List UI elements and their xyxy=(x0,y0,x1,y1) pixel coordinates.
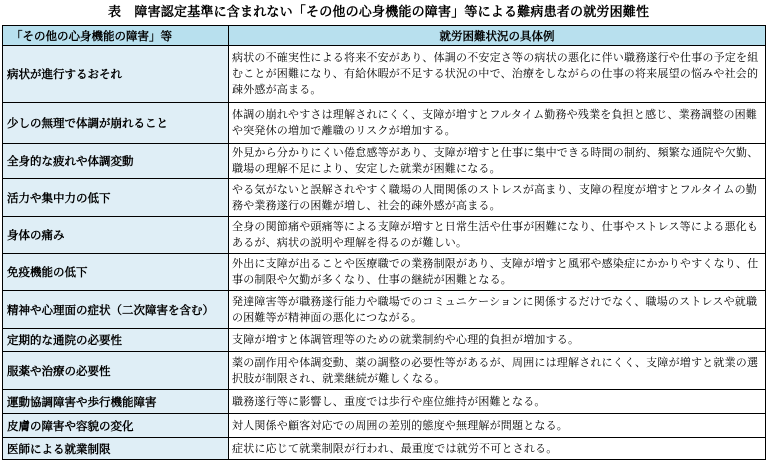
table-row xyxy=(3,254,766,291)
table-row xyxy=(3,144,766,179)
row-description: 支障が増すと体調管理等のための就業制約や心理的負担が増加する。 xyxy=(229,329,766,352)
row-description: 症状に応じて就業制限が行われ、最重度では就労不可とされる。 xyxy=(229,438,766,460)
table-row xyxy=(3,103,766,144)
row-description: 外出に支障が出ることや医療職での業務制限があり、支障が増すと風邪や感染症にかかりやすくなり、仕事の制限や欠勤が多くなり、仕事の継続が困難となる。 xyxy=(229,254,766,291)
row-category: 医師による就業制限 xyxy=(3,438,229,460)
row-category: 運動協調障害や歩行機能障害 xyxy=(3,390,229,414)
difficulty-table xyxy=(2,25,766,460)
row-description: 外見から分かりにくい倦怠感等があり、支障が増すと仕事に集中できる時間の制約、頻繁な通院や欠勤、職場の理解不足により、安定した就業が困難になる。 xyxy=(229,144,766,179)
row-description: 全身の関節痛や頭痛等による支障が増すと日常生活や仕事が困難になり、仕事やストレス等による悪化もあるが、病状の説明や理解を得るのが難しい。 xyxy=(229,217,766,254)
row-description: 発達障害等が職務遂行能力や職場でのコミュニケーションに関係するだけでなく、職場のストレスや就職の困難等が精神面の悪化につながる。 xyxy=(229,291,766,329)
row-category: 全身的な疲れや体調変動 xyxy=(3,144,229,179)
table-row xyxy=(3,46,766,103)
table-row xyxy=(3,438,766,460)
row-description: 対人関係や顧客対応での周囲の差別的態度や無理解が問題となる。 xyxy=(229,414,766,438)
table-title: 表 障害認定基準に含まれない「その他の心身機能の障害」等による難病患者の就労困難性 xyxy=(108,5,650,20)
table-row xyxy=(3,291,766,329)
row-category: 定期的な通院の必要性 xyxy=(3,329,229,352)
row-category: 病状が進行するおそれ xyxy=(3,46,229,103)
table-row xyxy=(3,390,766,414)
row-description: 体調の崩れやすさは理解されにくく、支障が増すとフルタイム勤務や残業を負担と感じ、業務調整の困難や突発休の増加で離職のリスクが増加する。 xyxy=(229,103,766,144)
table-row xyxy=(3,329,766,352)
row-category: 免疫機能の低下 xyxy=(3,254,229,291)
table-row xyxy=(3,352,766,390)
row-category: 皮膚の障害や容貌の変化 xyxy=(3,414,229,438)
table-row xyxy=(3,179,766,217)
row-description: 薬の副作用や体調変動、薬の調整の必要性等があるが、周囲には理解されにくく、支障が増すと就業の選択肢が制限され、就業継続が難しくなる。 xyxy=(229,352,766,390)
row-description: やる気がないと誤解されやすく職場の人間関係のストレスが高まり、支障の程度が増すとフルタイムの勤務や業務遂行の困難が増し、社会的疎外感が高まる。 xyxy=(229,179,766,217)
header-description: 就労困難状況の具体例 xyxy=(229,26,766,46)
row-description: 職務遂行等に影響し、重度では歩行や座位維持が困難となる。 xyxy=(229,390,766,414)
row-description: 病状の不確実性による将来不安があり、体調の不安定さ等の病状の悪化に伴い職務遂行や仕事の予定を組むことが困難になり、有給休暇が不足する状況の中で、治療をしながらの仕事の将来展望の悩みや社会的疎外感が高まる。 xyxy=(229,46,766,103)
row-category: 活力や集中力の低下 xyxy=(3,179,229,217)
table-row xyxy=(3,414,766,438)
row-category: 服薬や治療の必要性 xyxy=(3,352,229,390)
header-row xyxy=(3,26,766,46)
header-category: 「その他の心身機能の障害」等 xyxy=(3,26,229,46)
row-category: 身体の痛み xyxy=(3,217,229,254)
row-category: 少しの無理で体調が崩れること xyxy=(3,103,229,144)
table-row xyxy=(3,217,766,254)
row-category: 精神や心理面の症状（二次障害を含む） xyxy=(3,291,229,329)
